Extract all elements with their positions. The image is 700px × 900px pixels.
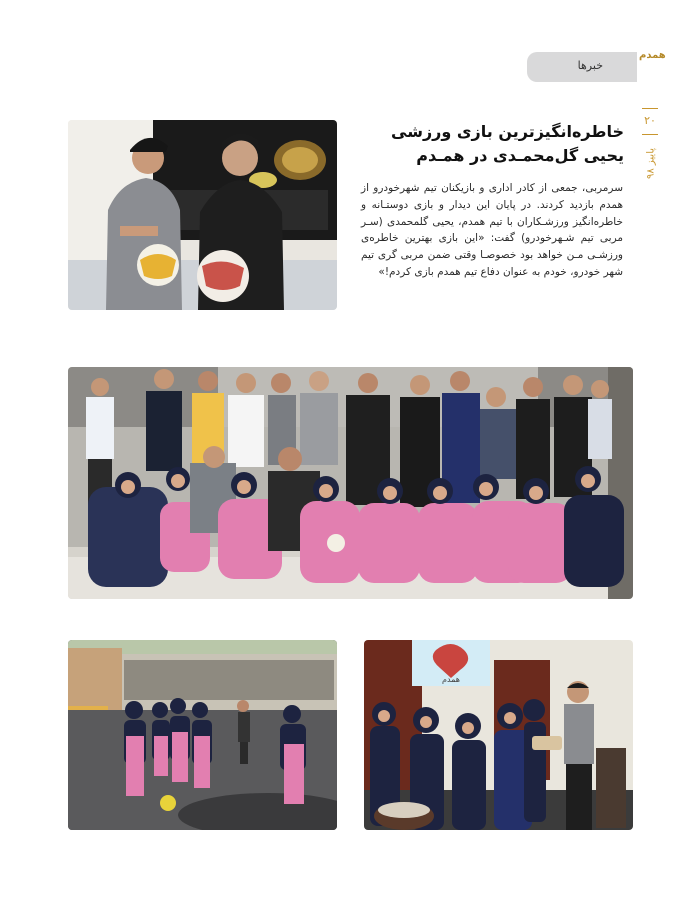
article-title-line2: یحیی گل‌محمـدی در همـدم — [416, 146, 624, 165]
article-title-line1: خاطره‌انگیزترین بازی ورزشی — [391, 122, 624, 141]
photo-group — [68, 367, 633, 599]
divider — [642, 108, 658, 109]
photo-gift-presentation-image — [364, 640, 633, 830]
magazine-logo: همدم — [639, 50, 666, 61]
article-body: سرمربی، جمعی از کادر اداری و بازیکنان تیم شهرخودرو از همدم بازدید کردند. در پایان این دیدار و بازی دوستـانه و خاطره‌انگیز ورزشـکاران با تیم همدم، یحیی گلمحمدی (سـر مربی تیم شـهرخودرو) گفت: «این بازی بهترین خاطره‌ی ورزشـی مـن خواهد بود خصوصـا وقتی ضمن مربی گری تیم شهر خودرو، خودم به عنوان دفاع تیم همدم بازی کردم!» — [361, 182, 623, 278]
photo-gift-presentation — [364, 640, 633, 830]
photo-playground-image — [68, 640, 337, 830]
photo-signing-balls — [68, 120, 337, 310]
page-number: ۲۰ — [644, 114, 656, 127]
section-label: خبرها — [577, 59, 603, 72]
issue-season: پاییز ۹۸ — [645, 147, 657, 180]
photo-playground — [68, 640, 337, 830]
section-tab — [527, 52, 637, 82]
photo-group-image — [68, 367, 633, 599]
article-title — [374, 120, 624, 168]
photo-signing-balls-image — [68, 120, 337, 310]
banner-logo-text: همدم — [442, 675, 460, 684]
page-sidebar — [637, 40, 666, 180]
